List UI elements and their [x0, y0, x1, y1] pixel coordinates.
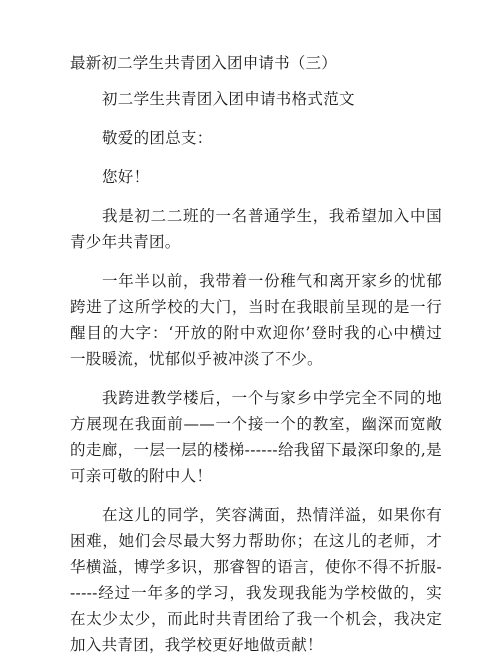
paragraph-memory: 一年半以前，我带着一份稚气和离开家乡的忧郁跨进了这所学校的大门，当时在我眼前呈现的是一行醒目的大字：‘开放的附中欢迎你’登时我的心中横过一股暖流，忧郁似乎被冲淡了不少。: [70, 272, 442, 368]
paragraph-decision: 在这儿的同学，笑容满面，热情洋溢，如果你有困难，她们会尽最大努力帮助你；在这儿的老师，才华横溢，博学多识，那睿智的语言，使你不得不折服------经过一年多的学习，我发现我能为学校做的，实在太少太少，而此时共青团给了我一个机会，我决定加入共青团，我学校更好地做贡献！: [70, 506, 442, 654]
paragraph-salutation: 敬爱的团总支：: [102, 129, 213, 147]
paragraph-intro: 我是初二二班的一名普通学生，我希望加入中国青少年共青团。: [70, 207, 442, 251]
document-title: 最新初二学生共青团入团申请书（三）: [70, 54, 337, 72]
paragraph-greeting: 您好！: [102, 168, 150, 186]
paragraph-subtitle: 初二学生共青团入团申请书格式范文: [102, 90, 355, 108]
document-page: [70, 52, 442, 671]
paragraph-impression: 我跨进教学楼后，一个与家乡中学完全不同的地方展现在我面前——一个接一个的教室，幽深而宽敞的走廊，一层一层的楼梯------给我留下最深印象的,是可亲可敬的附中人！: [70, 389, 442, 485]
